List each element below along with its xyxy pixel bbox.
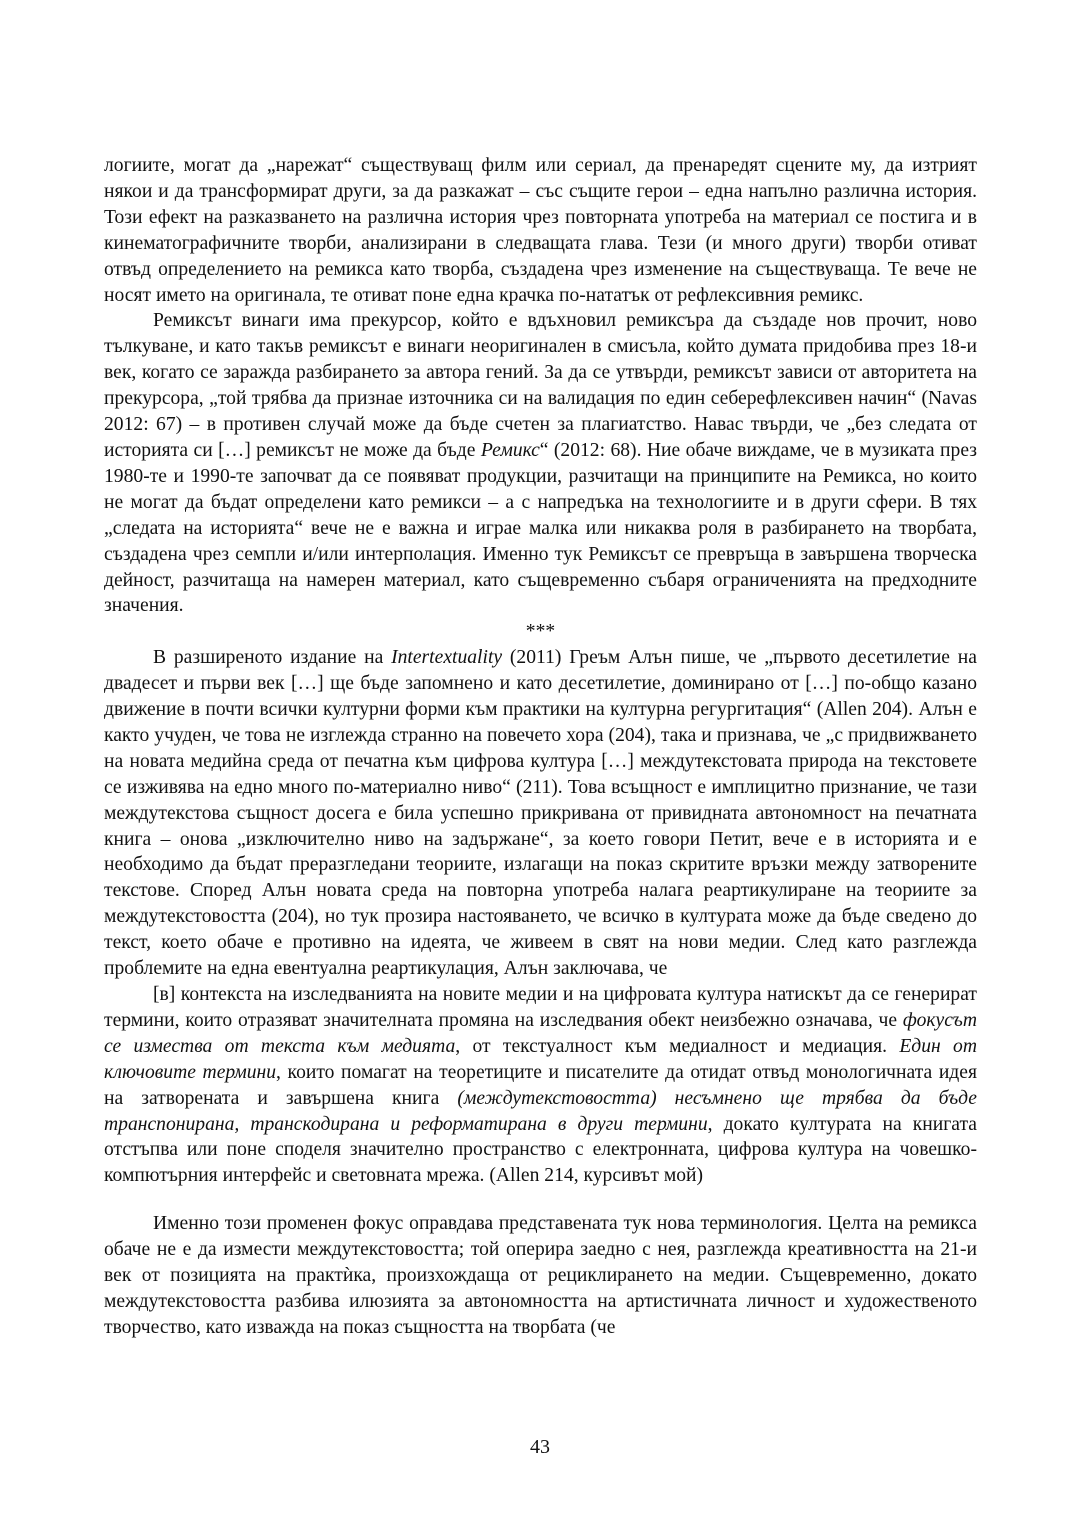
paragraph-1: логиите, могат да „нарежат“ съществуващ филм или сериал, да пренаредят сцените му, да изтрият някои и да трансформират други, за да разкажат – със същите герои – една напълно различна история. Този ефект на разказването на различна история чрез повторната употреба на материал се постига и в кинематографичните творби, анализирани в следващата глава. Тези (и много други) творби отиват отвъд определението на ремикса като творба, създадена чрез изменение на съществуваща. Те вече не носят името на оригинала, те отиват поне една крачка по-нататък от рефлексивния ремикс. <box>104 155 977 306</box>
paragraph-3-text-a: В разширеното издание на <box>153 647 392 669</box>
paragraph-3-italic-title: Intertextuality <box>391 647 503 669</box>
paragraph-4: Именно този променен фокус оправдава представената тук нова терминология. Целта на ремикса обаче не е да измести междутекстовостта; той оперира заедно с нея, разглежда креативността на 21-и век от позицията на практѝка, произхождаща от рециклирането на медии. Същевременно, докато междутекстовостта разбива илюзията за автономността на артистичната личност и художественото творчество, като изважда на показ същността на творбата (че <box>104 1213 977 1338</box>
block-quote-part-4: , докато културата на книгата отстъпва или поне споделя значително пространство с електронната, цифрова култура на човешко-компютърния интерфейс и световната мрежа. (Allen 214, курсивът мой) <box>104 1113 977 1187</box>
block-quote-part-3: , които помагат на теоретиците и писателите да отидат отвъд монологичната идея на затворената и завършена книга <box>104 1061 977 1109</box>
block-quote-part-1: [в] контекста на изследванията на новите медии и на цифровата култура натискът да се генерират термини, които отразяват значителната промяна на изследвания обект неизбежно означава, че <box>104 984 977 1031</box>
section-separator: *** <box>525 621 556 643</box>
block-quote-part-2: , от текстуалност към медиалност и медиация. <box>455 1035 900 1057</box>
block-quote-italic-3: (междутекстовостта) несъмнено ще трябва да бъде транспонирана, транскодирана и реформатирана в други термини <box>104 1087 977 1135</box>
page-number: 43 <box>530 1436 550 1458</box>
block-quote <box>104 982 977 1189</box>
paragraph-3 <box>104 645 977 982</box>
paragraph-2 <box>104 308 977 619</box>
spacer <box>104 1189 977 1211</box>
page-body <box>104 153 977 1341</box>
paragraph-2-text-a: Ремиксът винаги има прекурсор, който е вдъхновил ремиксъра да създаде нов прочит, ново тълкуване, и като такъв ремиксът е винаги неоригинален в смисъла, който думата придобива през 18-и век, когато се заражда разбирането за автора гений. За да се утвърди, ремиксът зависи от авторитета на прекурсора, „той трябва да признае източника си на валидация по един себерефлексивен начин“ (Navas 2012: 67) – в противен случай може да бъде счетен за плагиатство. Навас твърди, че „без следата от историята си […] ремиксът не може да бъде <box>104 310 977 461</box>
block-quote-italic-1: фокусът се измества от текста към медията <box>104 1009 977 1057</box>
block-quote-italic-2: Един от ключовите термини <box>104 1035 978 1083</box>
paragraph-2-italic-remix: Ремикс <box>480 439 540 461</box>
paragraph-2-text-b: “ (2012: 68). Ние обаче виждаме, че в музиката през 1980-те и 1990-те започват да се появяват продукции, разчитащи на принципите на Ремикса, но които не могат да бъдат определени като ремикси – а с напредъка на технологиите и в други сфери. В тях „следата на историята“ вече не е важна и играе малка или никаква роля в разбирането на творбата, създадена чрез семпли и/или интерполация. Именно тук Ремиксът се превръща в завършена творческа дейност, разчитаща на намерен материал, като същевременно събаря ограниченията на предходните значения. <box>104 439 978 617</box>
paragraph-3-text-b: (2011) Греъм Алън пише, че „първото десетилетие на двадесет и първи век […] ще бъде запомнено и като десетилетие, доминирано от […] по-общо казано движение в почти всички културни форми към практики на културна регургитация“ (Allen 204). Алън е както учуден, че това не изглежда странно на повечето хора (204), така и признава, че „с придвижването на новата медийна среда от печатна към цифрова култура […] междутекстовата природа на текстовете се изживява на едно много по-материално ниво“ (211). Това всъщност е имплицитно признание, че тази междутекстова същност досега е била успешно прикривана от привидната автономност на печатната книга – онова „изключително ниво на задържане“, за което говори Петит, вече е в историята и е необходимо да бъдат преразгледани теориите, излагащи на показ скритите връзки между затворените текстове. Според Алън новата среда на повторна употреба налага реартикулиране на теориите за междутекстовостта (204), но тук прозира настояването, че всичко в културата може да бъде сведено до текст, което обаче е противно на идеята, че живеем в свят на нови медии. След като разглежда проблемите на една евентуална реартикулация, Алън заключава, че <box>104 647 977 980</box>
